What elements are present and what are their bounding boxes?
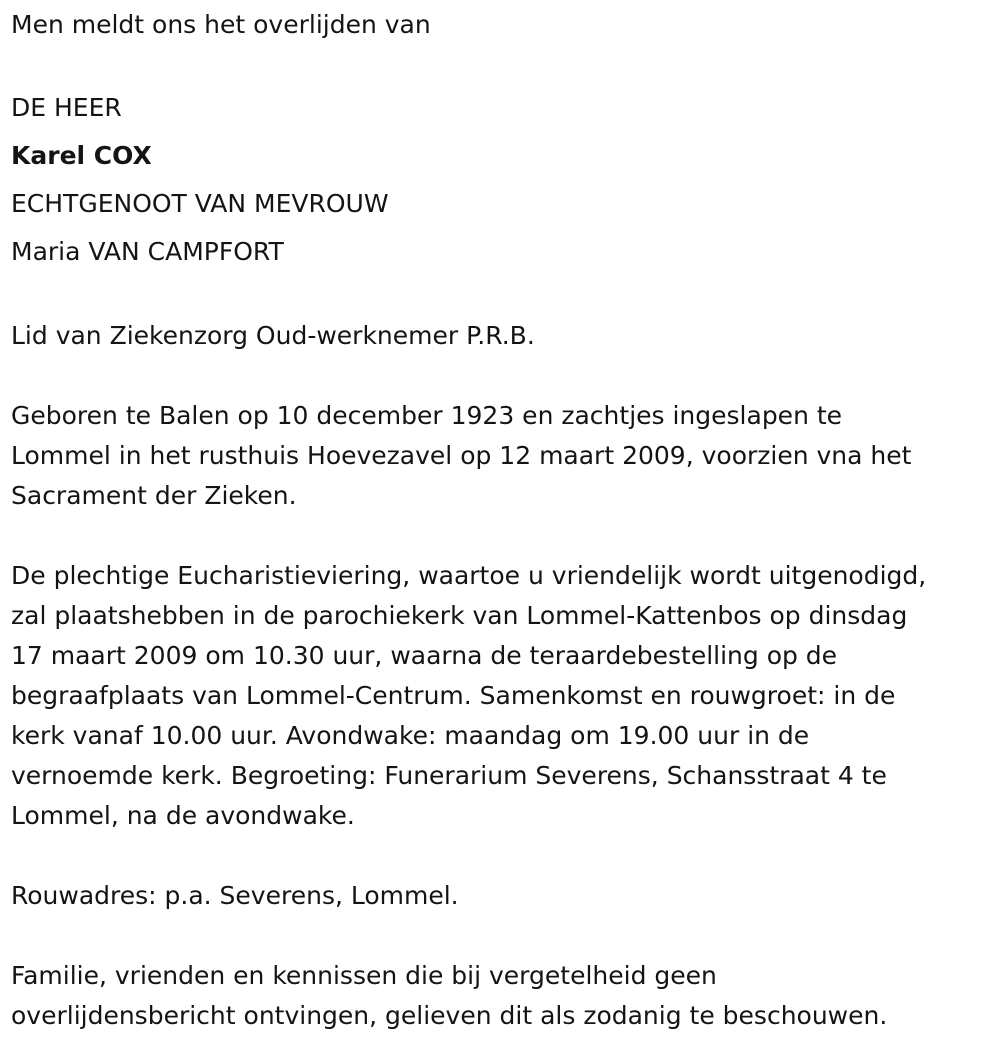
- spouse-name: Maria VAN CAMPFORT: [11, 237, 284, 266]
- paragraph-line: kerk vanaf 10.00 uur. Avondwake: maandag om 19.00 uur in de: [11, 721, 810, 750]
- paragraph-line: Sacrament der Zieken.: [11, 481, 297, 510]
- death-notice: [11, 6, 995, 1036]
- paragraph-line: Lommel, na de avondwake.: [11, 801, 355, 830]
- closing-paragraph: [11, 956, 995, 1036]
- mourning-address: Rouwadres: p.a. Severens, Lommel.: [11, 881, 459, 910]
- paragraph-line: Familie, vrienden en kennissen die bij vergetelheid geen: [11, 961, 717, 990]
- paragraph-line: 17 maart 2009 om 10.30 uur, waarna de teraardebestelling op de: [11, 641, 838, 670]
- birth-death-paragraph: [11, 396, 995, 516]
- paragraph-line: zal plaatshebben in de parochiekerk van Lommel-Kattenbos op dinsdag: [11, 601, 908, 630]
- deceased-name: Karel COX: [11, 141, 152, 170]
- paragraph-line: vernoemde kerk. Begroeting: Funerarium Severens, Schansstraat 4 te: [11, 761, 887, 790]
- paragraph-line: Lommel in het rusthuis Hoevezavel op 12 maart 2009, voorzien vna het: [11, 441, 912, 470]
- membership-text: Lid van Ziekenzorg Oud-werknemer P.R.B.: [11, 321, 535, 350]
- title-text: DE HEER: [11, 93, 122, 122]
- paragraph-line: De plechtige Eucharistieviering, waartoe u vriendelijk wordt uitgenodigd,: [11, 561, 927, 590]
- spouse-label: ECHTGENOOT VAN MEVROUW: [11, 189, 389, 218]
- paragraph-line: begraafplaats van Lommel-Centrum. Samenkomst en rouwgroet: in de: [11, 681, 896, 710]
- intro-text: Men meldt ons het overlijden van: [11, 10, 431, 39]
- paragraph-line: overlijdensbericht ontvingen, gelieven dit als zodanig te beschouwen.: [11, 1001, 888, 1030]
- paragraph-line: Geboren te Balen op 10 december 1923 en zachtjes ingeslapen te: [11, 401, 843, 430]
- ceremony-paragraph: [11, 556, 995, 836]
